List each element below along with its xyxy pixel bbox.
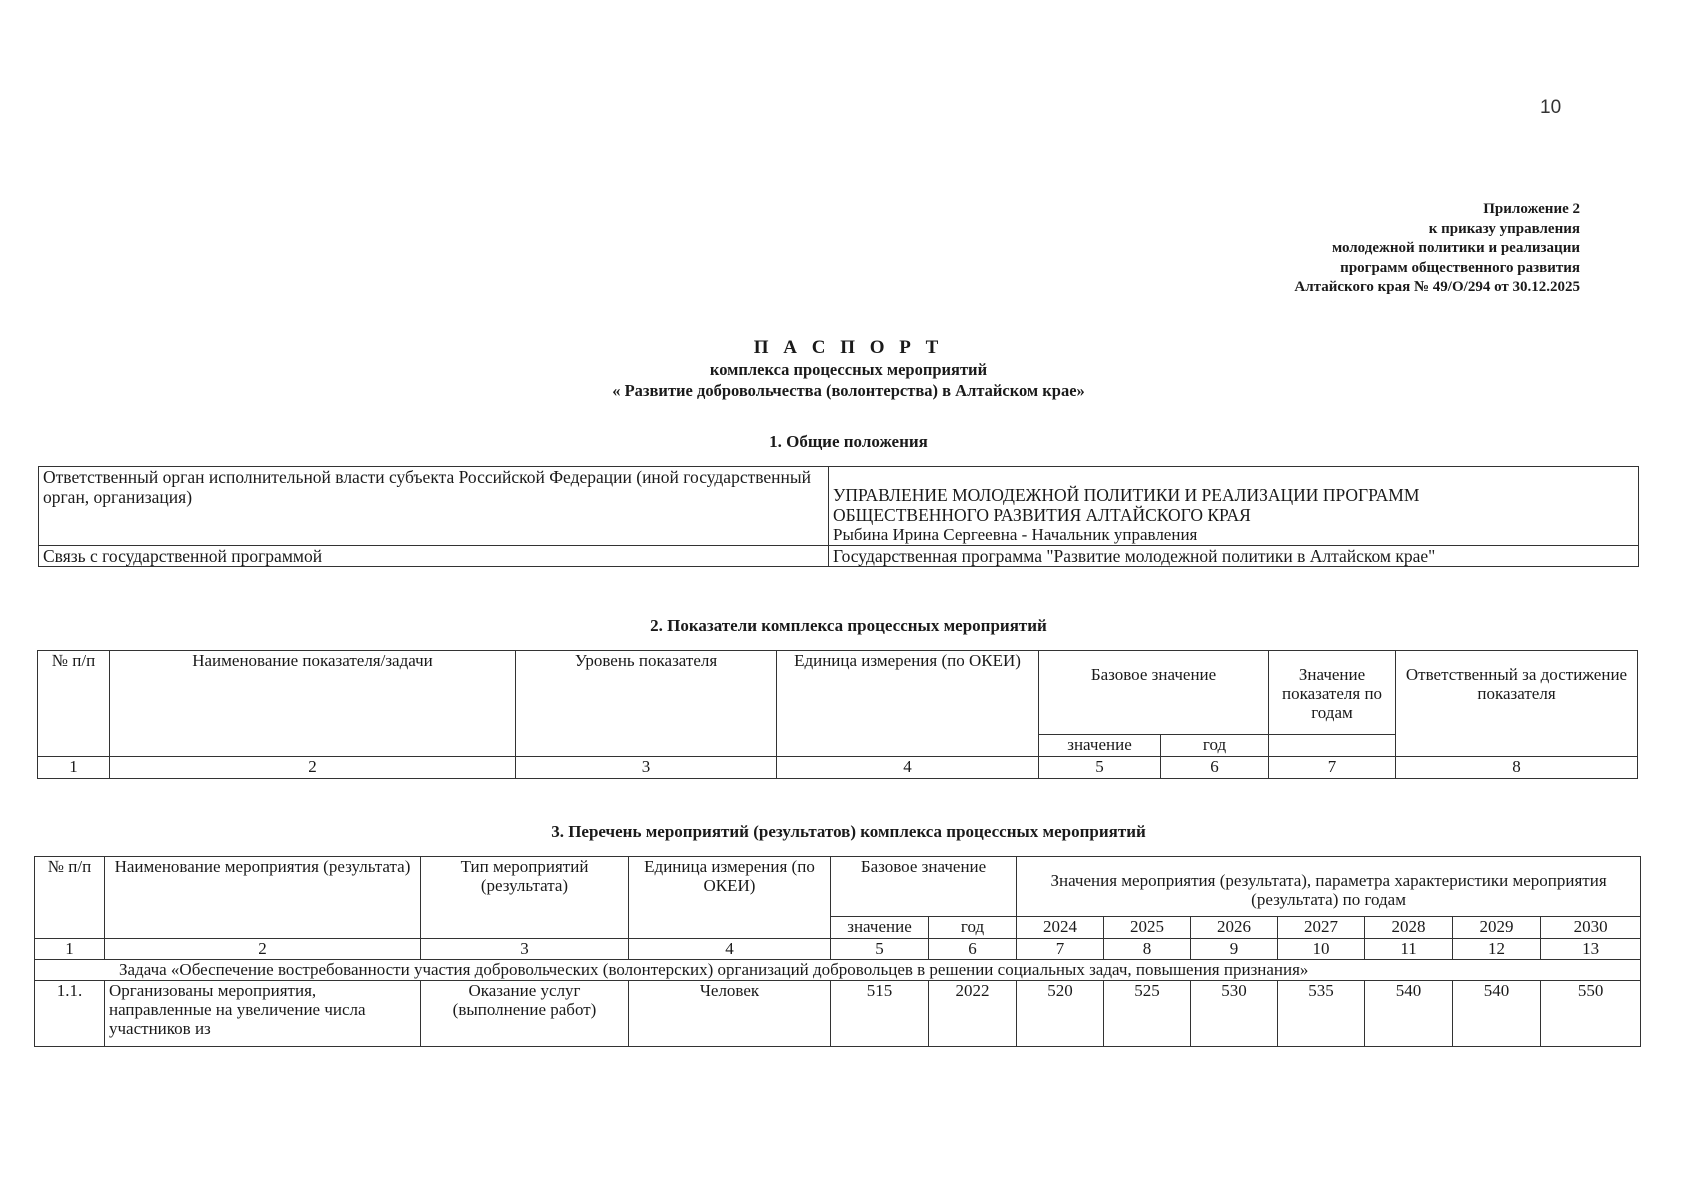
- row-value: 540: [1365, 981, 1453, 1047]
- appendix-line: молодежной политики и реализации: [1331, 240, 1580, 256]
- header-responsible: Ответственный за достижение показателя: [1396, 651, 1638, 757]
- header-values-by-year: Значение показателя по годам: [1269, 651, 1396, 735]
- header-num: № п/п: [38, 651, 110, 757]
- table-row: [39, 467, 1639, 546]
- title-main: П А С П О Р Т: [753, 337, 944, 358]
- activities-table: [34, 856, 1641, 1047]
- header-name: Наименование мероприятия (результата): [105, 857, 421, 939]
- header-unit: Единица измерения (по ОКЕИ): [629, 857, 831, 939]
- row-base-year: 2022: [929, 981, 1017, 1047]
- appendix-line: Алтайского края № 49/О/294 от 30.12.2025: [1294, 279, 1580, 295]
- table-cell: Связь с государственной программой: [39, 546, 829, 567]
- indicators-table: [37, 650, 1638, 779]
- header-base: Базовое значение: [831, 857, 1017, 917]
- column-number: 7: [1269, 757, 1396, 779]
- table-cell: [1269, 735, 1396, 757]
- section3-heading: 3. Перечень мероприятий (результатов) комплекса процессных мероприятий: [551, 822, 1146, 841]
- column-number: 9: [1191, 939, 1278, 960]
- column-number: 6: [1161, 757, 1269, 779]
- column-number: 2: [105, 939, 421, 960]
- column-number: 1: [38, 757, 110, 779]
- table-row: [38, 757, 1638, 779]
- column-number: 8: [1396, 757, 1638, 779]
- header-base-value: значение: [1039, 735, 1161, 757]
- title-line: « Развитие добровольчества (волонтерства) в Алтайском крае»: [612, 381, 1085, 400]
- header-base-value: значение: [831, 917, 929, 939]
- section1-heading: 1. Общие положения: [769, 432, 928, 451]
- column-number: 7: [1017, 939, 1104, 960]
- header-base-year: год: [1161, 735, 1269, 757]
- document-title: [0, 337, 1697, 401]
- header-year: 2029: [1453, 917, 1541, 939]
- column-number: 12: [1453, 939, 1541, 960]
- column-number: 8: [1104, 939, 1191, 960]
- header-unit: Единица измерения (по ОКЕИ): [777, 651, 1039, 757]
- task-row: Задача «Обеспечение востребованности участия добровольческих (волонтерских) организаций добровольцев в решении социальных задач, повышения признания»: [35, 960, 1641, 981]
- title-line: комплекса процессных мероприятий: [709, 360, 988, 379]
- row-value: 520: [1017, 981, 1104, 1047]
- table-row: [38, 651, 1638, 735]
- row-unit: Человек: [629, 981, 831, 1047]
- table-row: [35, 960, 1641, 981]
- header-base: Базовое значение: [1039, 651, 1269, 735]
- cell-line: ОБЩЕСТВЕННОГО РАЗВИТИЯ АЛТАЙСКОГО КРАЯ: [833, 505, 1251, 525]
- row-value: 530: [1191, 981, 1278, 1047]
- row-type: Оказание услуг (выполнение работ): [421, 981, 629, 1047]
- header-year: 2024: [1017, 917, 1104, 939]
- row-value: 540: [1453, 981, 1541, 1047]
- table-cell: [829, 467, 1639, 546]
- table-row: [39, 546, 1639, 567]
- column-number: 4: [777, 757, 1039, 779]
- header-year: 2026: [1191, 917, 1278, 939]
- table-row: [35, 939, 1641, 960]
- row-value: 535: [1278, 981, 1365, 1047]
- appendix-block: [1120, 200, 1580, 298]
- cell-line: УПРАВЛЕНИЕ МОЛОДЕЖНОЙ ПОЛИТИКИ И РЕАЛИЗАЦИИ ПРОГРАММ: [833, 485, 1420, 505]
- header-level: Уровень показателя: [516, 651, 777, 757]
- column-number: 3: [516, 757, 777, 779]
- header-year: 2030: [1541, 917, 1641, 939]
- column-number: 5: [831, 939, 929, 960]
- cell-line: Рыбина Ирина Сергеевна - Начальник управления: [833, 525, 1198, 544]
- appendix-line: Приложение 2: [1483, 201, 1580, 217]
- column-number: 2: [110, 757, 516, 779]
- column-number: 13: [1541, 939, 1641, 960]
- header-year: 2027: [1278, 917, 1365, 939]
- appendix-line: к приказу управления: [1428, 220, 1580, 237]
- column-number: 3: [421, 939, 629, 960]
- header-year: 2028: [1365, 917, 1453, 939]
- column-number: 6: [929, 939, 1017, 960]
- table-cell: Ответственный орган исполнительной власти субъекта Российской Федерации (иной государственный орган, организация): [39, 467, 829, 546]
- header-year: 2025: [1104, 917, 1191, 939]
- column-number: 5: [1039, 757, 1161, 779]
- header-name: Наименование показателя/задачи: [110, 651, 516, 757]
- row-num: 1.1.: [35, 981, 105, 1047]
- column-number: 1: [35, 939, 105, 960]
- page-number: 10: [1540, 97, 1562, 118]
- table-cell: Государственная программа "Развитие молодежной политики в Алтайском крае": [829, 546, 1639, 567]
- row-value: 525: [1104, 981, 1191, 1047]
- section2-heading: 2. Показатели комплекса процессных мероприятий: [650, 616, 1047, 635]
- column-number: 11: [1365, 939, 1453, 960]
- row-base-value: 515: [831, 981, 929, 1047]
- appendix-line: программ общественного развития: [1340, 259, 1580, 276]
- header-num: № п/п: [35, 857, 105, 939]
- table-row: [35, 981, 1641, 1047]
- header-base-year: год: [929, 917, 1017, 939]
- table-row: [35, 857, 1641, 917]
- row-value: 550: [1541, 981, 1641, 1047]
- row-name: Организованы мероприятия, направленные на увеличение числа участников из: [105, 981, 421, 1047]
- header-values: Значения мероприятия (результата), параметра характеристики мероприятия (результата) по годам: [1017, 857, 1641, 917]
- general-provisions-table: [38, 466, 1639, 567]
- header-type: Тип мероприятий (результата): [421, 857, 629, 939]
- column-number: 10: [1278, 939, 1365, 960]
- column-number: 4: [629, 939, 831, 960]
